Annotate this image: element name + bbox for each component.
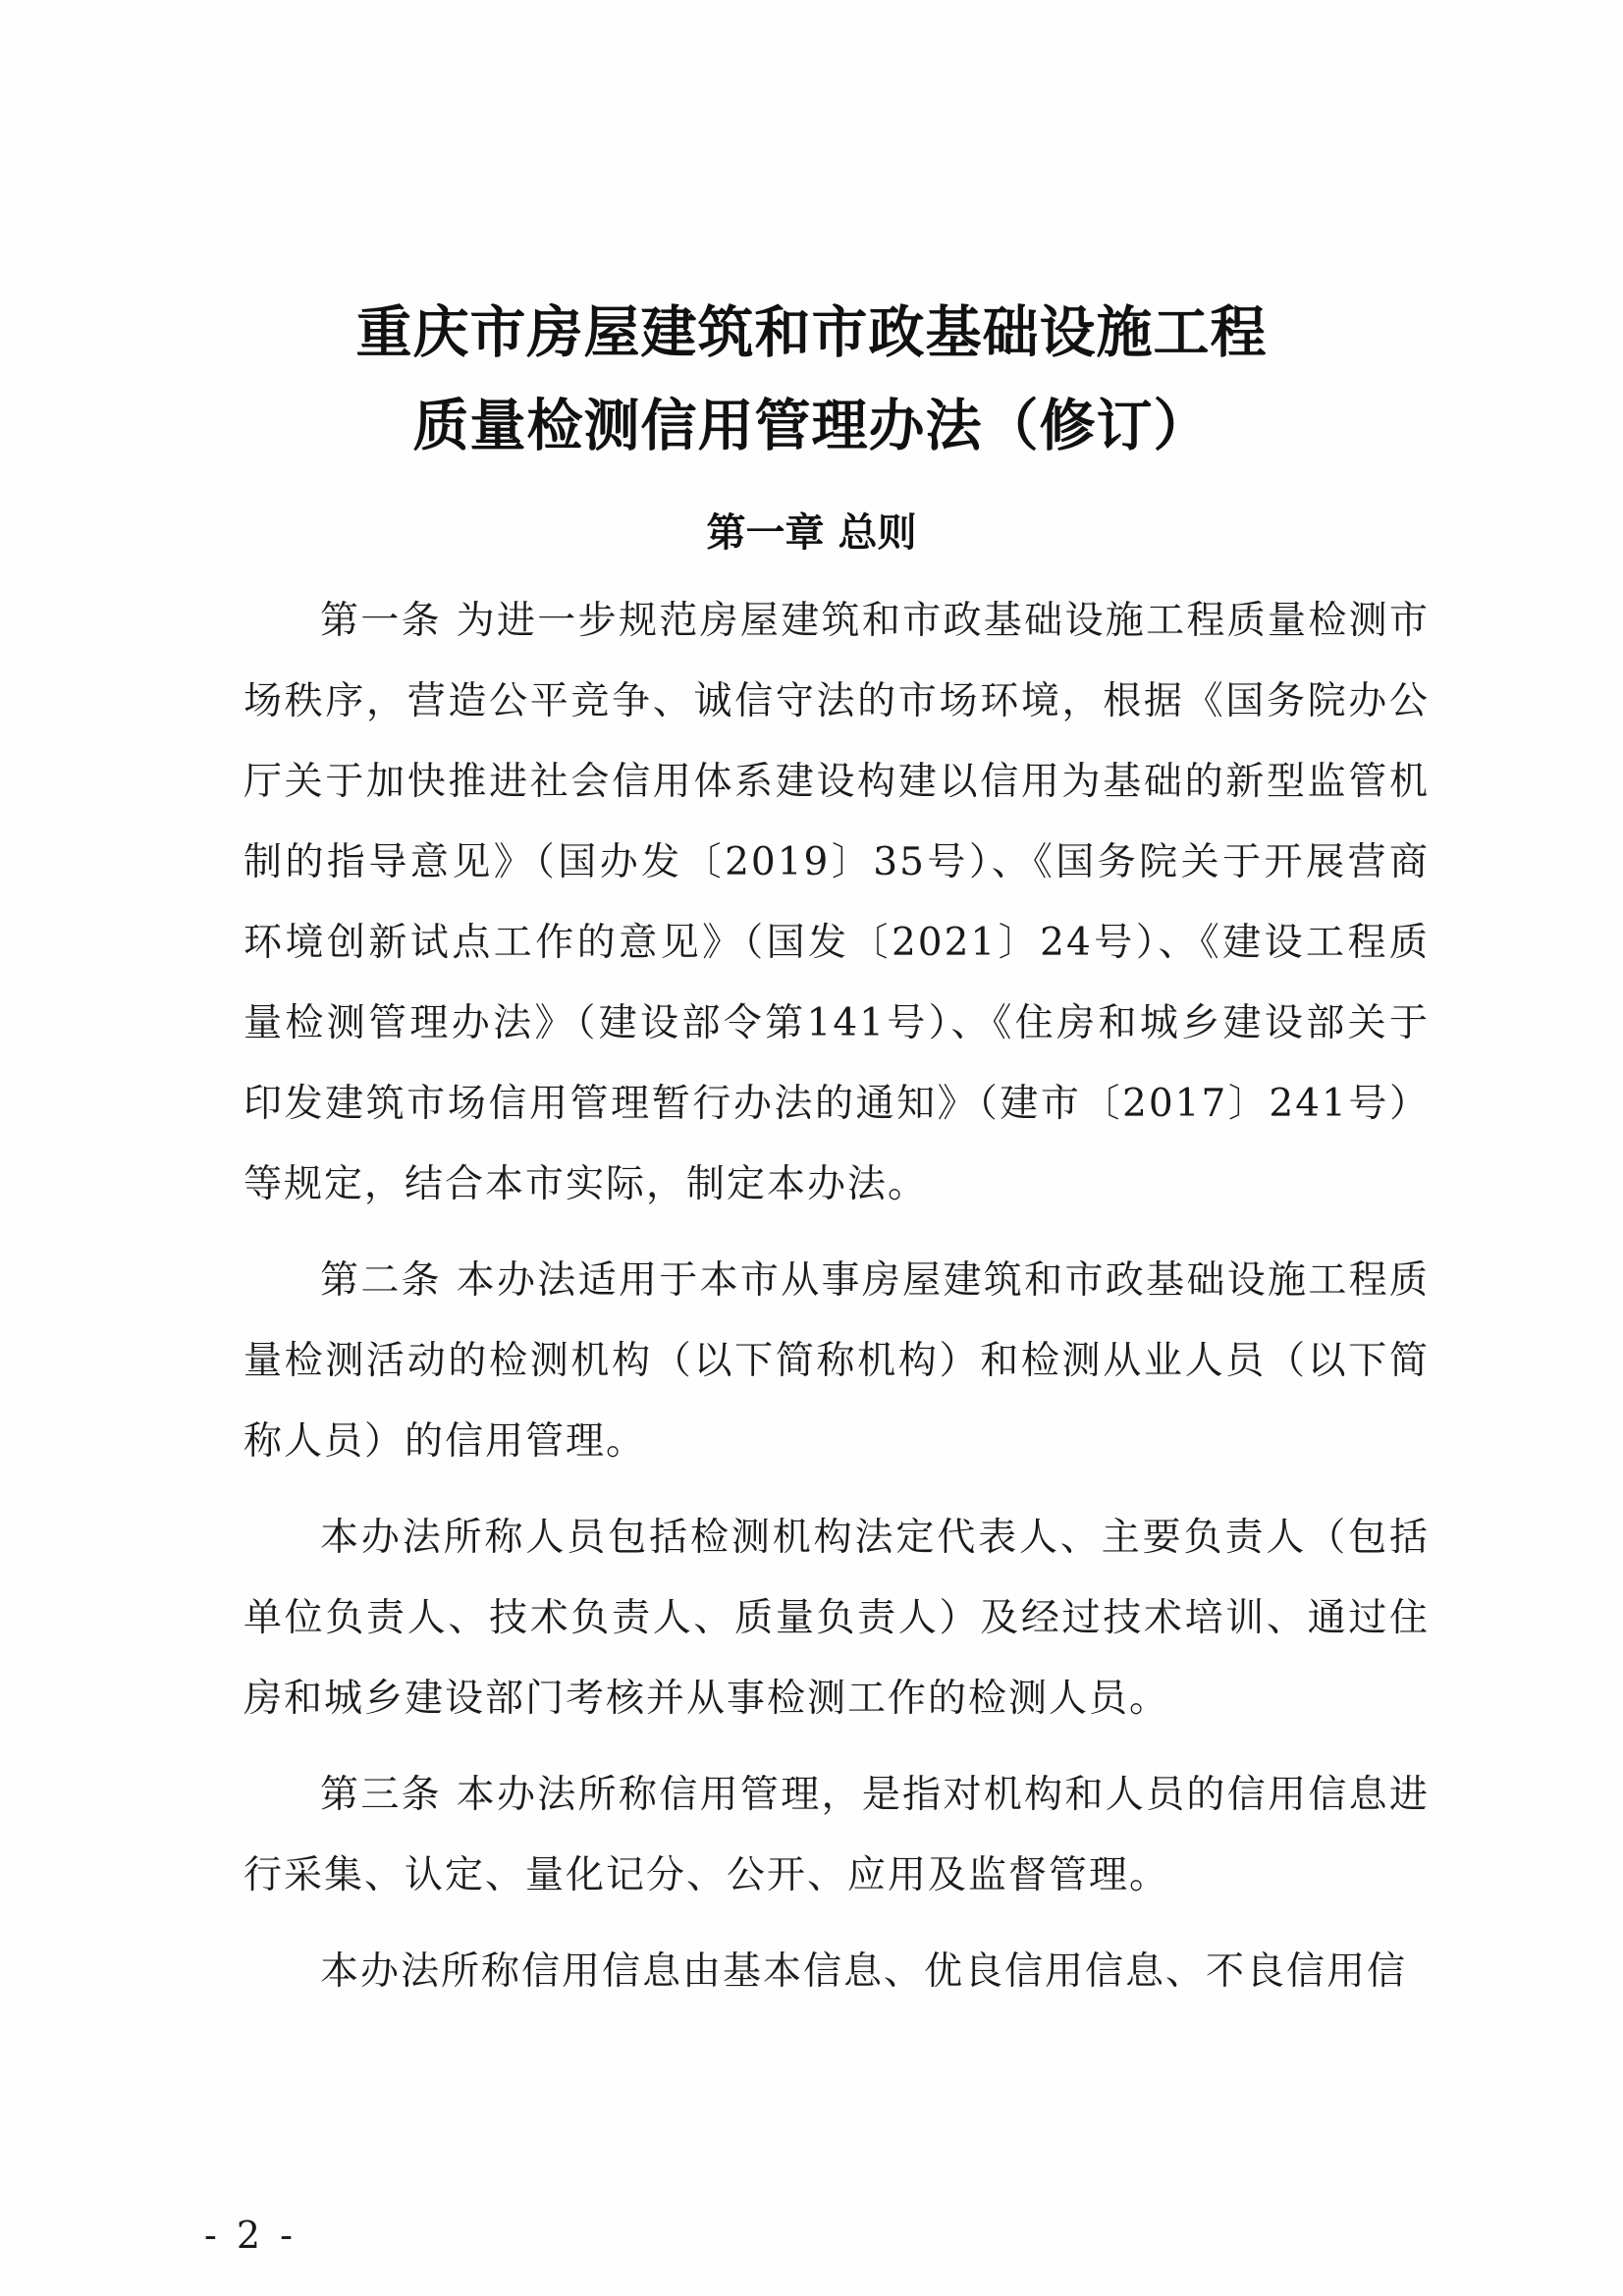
paragraph-article-1: 第一条 为进一步规范房屋建筑和市政基础设施工程质量检测市场秩序，营造公平竞争、诚信守法的市场环境，根据《国务院办公厅关于加快推进社会信用体系建设构建以信用为基础的新型监管机制的指导意见》（国办发〔2019〕35号）、《国务院关于开展营商环境创新试点工作的意见》（国发〔2021〕24号）、《建设工程质量检测管理办法》（建设部令第141号）、《住房和城乡建设部关于印发建筑市场信用管理暂行办法的通知》（建市〔2017〕241号）等规定，结合本市实际，制定本办法。 [243,599,1430,1206]
paragraph-article-3-credit-info: 本办法所称信用信息由基本信息、优良信用信息、不良信用信 [320,1949,1408,1994]
document-title [0,287,1623,473]
document-body [243,581,1430,2012]
paragraph-article-2: 第二条 本办法适用于本市从事房屋建筑和市政基础设施工程质量检测活动的检测机构（以下简称机构）和检测从业人员（以下简称人员）的信用管理。 [243,1258,1430,1464]
title-line-2: 质量检测信用管理办法（修订） [412,394,1211,458]
paragraph-article-3: 第三条 本办法所称信用管理，是指对机构和人员的信用信息进行采集、认定、量化记分、公开、应用及监督管理。 [243,1773,1430,1897]
chapter-heading: 第一章 总则 [706,510,917,556]
page-number: - 2 - [204,2214,298,2257]
paragraph-article-2-personnel: 本办法所称人员包括检测机构法定代表人、主要负责人（包括单位负责人、技术负责人、质量负责人）及经过技术培训、通过住房和城乡建设部门考核并从事检测工作的检测人员。 [243,1516,1430,1721]
title-line-1: 重庆市房屋建筑和市政基础设施工程 [355,300,1268,365]
